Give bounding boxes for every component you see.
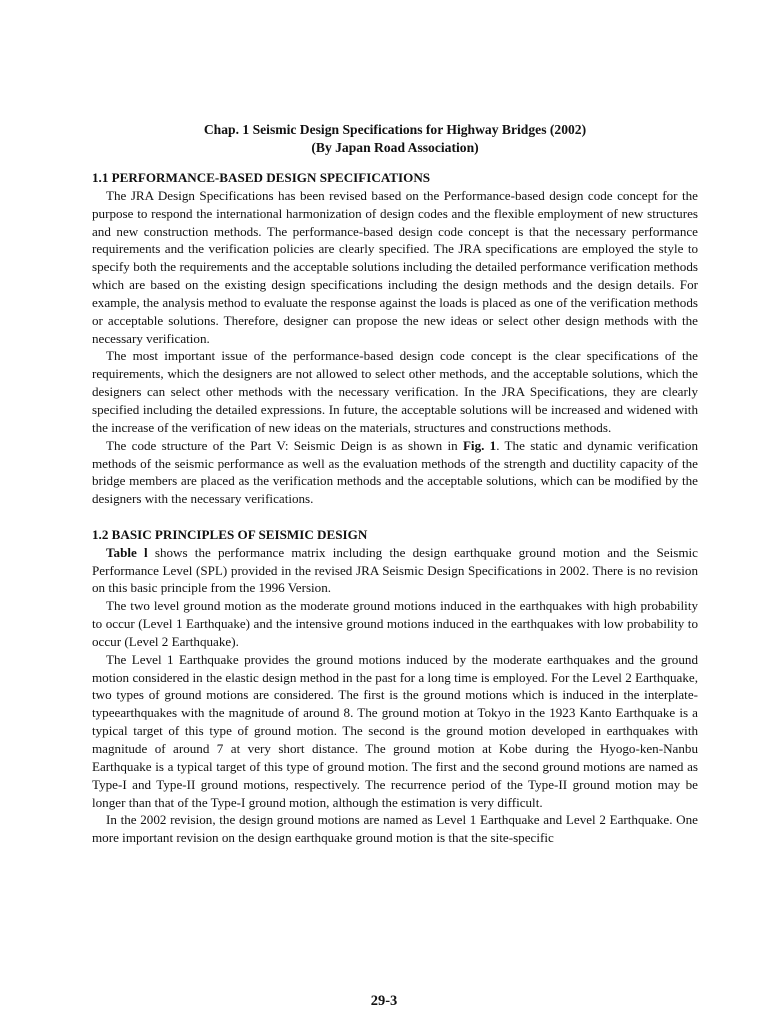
document-body <box>92 169 698 847</box>
chapter-title-line-2: (By Japan Road Association) <box>311 140 479 155</box>
paragraph: The two level ground motion as the moderate ground motions induced in the earthquakes with high probability to occur (Level 1 Earthquake) and the intensive ground motions induced in the earthquakes with low probability to occur (Level 2 Earthquake). <box>92 598 698 649</box>
paragraph: The most important issue of the performance-based design code concept is the clear specifications of the requirements, which the designers are not allowed to select other methods, and the acceptable solutions, which the designers can select other methods with the necessary verification. In the JRA Specifications, they are clearly specified including the detailed expressions. In future, the acceptable solutions will be increased and widened with the increase of the verification of new ideas on the materials, structures and constructions methods. <box>92 348 698 435</box>
paragraph: The JRA Design Specifications has been revised based on the Performance-based design code concept for the purpose to respond the international harmonization of design codes and the flexible employment of new structures and new construction methods. The performance-based design code concept is that the necessary performance requirements and the verification policies are clearly specified. The JRA specifications are employed the style to specify both the requirements and the acceptable solutions including the detailed performance verification methods which are based on the existing design specifications including the design methods and the design details. For example, the analysis method to evaluate the response against the loads is placed as one of the verification methods or acceptable solutions. Therefore, designer can propose the new ideas or select other design methods with the necessary verification. <box>92 187 698 346</box>
paragraph-text: The code structure of the Part V: Seismic Deign is as shown in <box>106 437 463 453</box>
chapter-title <box>92 121 698 157</box>
figure-reference: Fig. 1 <box>462 437 497 453</box>
table-reference: Table l <box>106 544 148 560</box>
paragraph: In the 2002 revision, the design ground motions are named as Level 1 Earthquake and Level 2 Earthquake. One more important revision on the design earthquake ground motion is that the site-specific <box>92 812 698 846</box>
chapter-title-line-1: Chap. 1 Seismic Design Specifications for Highway Bridges (2002) <box>203 122 587 137</box>
paragraph-with-table-ref <box>92 544 698 598</box>
paragraph-text: shows the performance matrix including the design earthquake ground motion and the Seismic Performance Level (SPL) provided in the revised JRA Seismic Design Specifications in 2002. There is no revision on this basic principle from the 1996 Version. <box>92 544 698 596</box>
paragraph-with-figure-ref <box>92 437 698 508</box>
paragraph: The Level 1 Earthquake provides the ground motions induced by the moderate earthquakes and the ground motion considered in the elastic design method in the past for a long time is employed. For the Level 2 Earthquake, two types of ground motions are considered. The first is the ground motions which is induced in the interplate-typeearthquakes with the magnitude of around 8. The ground motion at Tokyo in the 1923 Kanto Earthquake is a typical target of this type of ground motion. The second is the ground motion developed in earthquakes with magnitude of around 7 at very short distance. The ground motion at Kobe during the Hyogo-ken-Nanbu Earthquake is a typical target of this type of ground motion. The first and the second ground motions are named as Type-I and Type-II ground motions, respectively. The recurrence period of the Type-II ground motion may be longer than that of the Type-I ground motion, although the estimation is very difficult. <box>92 651 698 810</box>
section-heading-1-2: 1.2 BASIC PRINCIPLES OF SEISMIC DESIGN <box>92 526 368 542</box>
section-spacer <box>92 508 698 526</box>
page-number: 29-3 <box>370 993 398 1009</box>
section-heading-1-1: 1.1 PERFORMANCE-BASED DESIGN SPECIFICATIONS <box>92 170 431 185</box>
paragraph-text: . The static and dynamic verification methods of the seismic performance as well as the evaluation methods of the strength and ductility capacity of the bridge members are placed as the verification methods and the acceptable solutions, which can be modified by the designers with the necessary verifications. <box>92 437 699 507</box>
